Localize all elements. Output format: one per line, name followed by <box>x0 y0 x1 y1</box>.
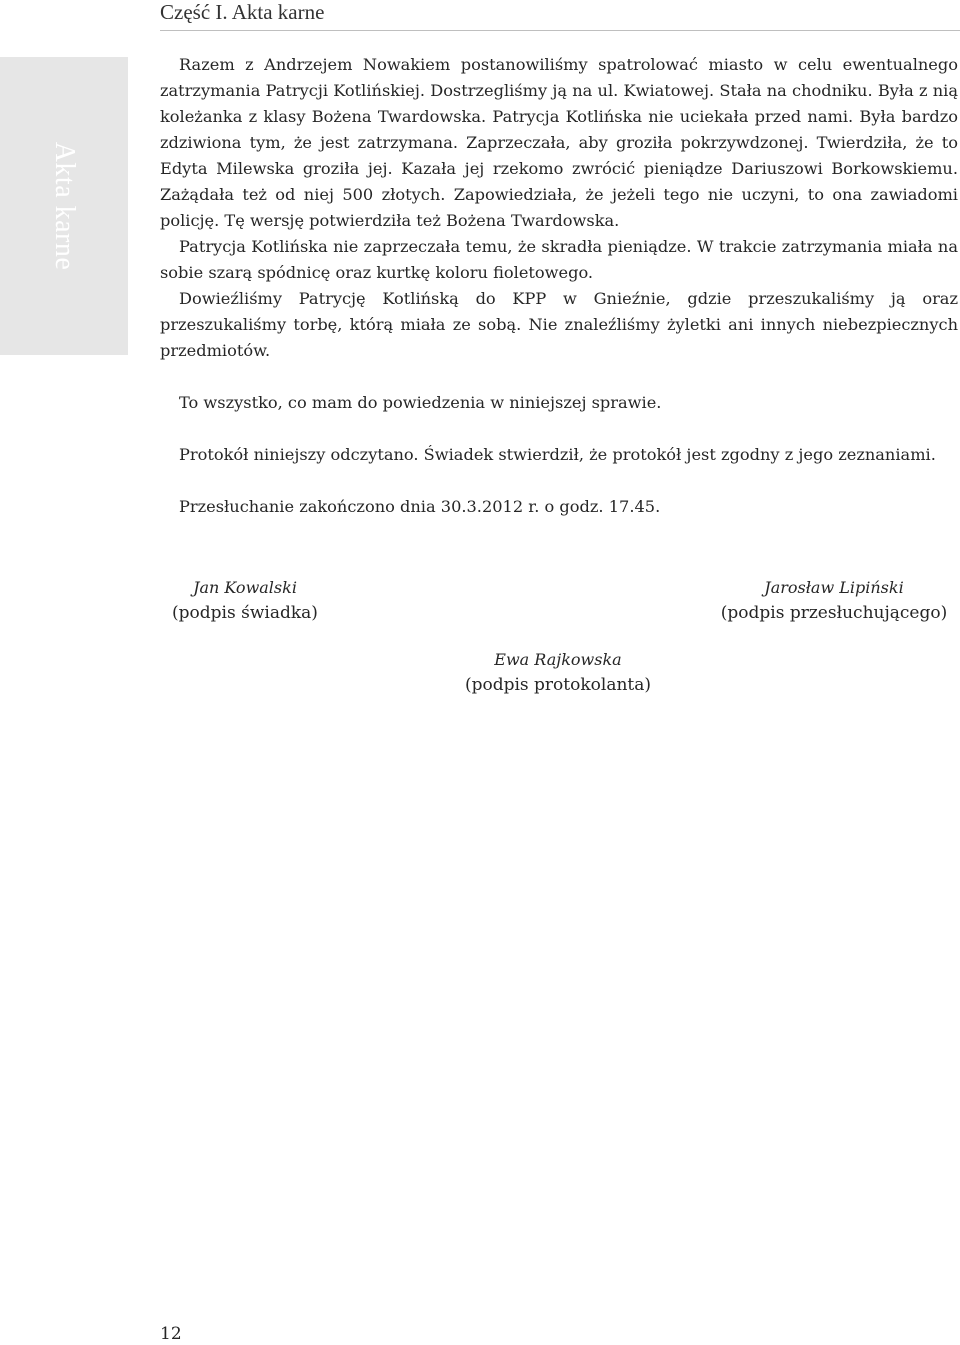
signature-name: Jarosław Lipiński <box>764 578 904 597</box>
signature-name: Jan Kowalski <box>193 578 297 597</box>
running-header: Część I. Akta karne <box>160 0 325 24</box>
paragraph-search: Dowieźliśmy Patrycję Kotlińską do KPP w Gnieźnie, gdzie przeszukaliśmy ją oraz przeszukaliśmy torbę, którą miała ze sobą. Nie znaleźliśmy żyletki ani innych niebezpiecznych przedmiotów. <box>160 289 958 360</box>
paragraph-theft: Patrycja Kotlińska nie zaprzeczała temu, że skradła pieniądze. W trakcie zatrzymania miała na sobie szarą spódnicę oraz kurtkę koloru fioletowego. <box>160 237 958 282</box>
signature-role: (podpis przesłuchującego) <box>720 603 948 623</box>
paragraph-protocol-read: Protokół niniejszy odczytano. Świadek stwierdził, że protokół jest zgodny z jego zeznaniami. <box>179 445 936 464</box>
signature-role: (podpis świadka) <box>172 603 318 623</box>
paragraph-end-time: Przesłuchanie zakończono dnia 30.3.2012 r. o godz. 17.45. <box>179 497 661 516</box>
signature-role: (podpis protokolanta) <box>464 675 652 695</box>
side-tab-label: Akta karne <box>49 141 80 271</box>
paragraph-patrol: Razem z Andrzejem Nowakiem postanowiliśmy spatrolować miasto w celu ewentualnego zatrzymania Patrycji Kotlińskiej. Dostrzegliśmy ją na ul. Kwiatowej. Stała na chodniku. Była z nią koleżanka z klasy Bożena Twardowska. Patrycja Kotlińska nie uciekała przed nami. Była bardzo zdziwiona tym, że jest zatrzymana. Zaprzeczała, aby groziła pokrzywdzonej. Twierdziła, że to Edyta Milewska groziła jej. Kazała jej rzekomo zwrócić pieniądze Dariuszowi Borkowskiemu. Zażądała też od niej 500 złotych. Zapowiedziała, że jeżeli tego nie uczyni, to ona zawiadomi policję. Tę wersję potwierdziła też Bożena Twardowska. <box>160 55 958 230</box>
side-section-tab <box>0 57 128 355</box>
signature-interrogator <box>708 576 960 626</box>
signature-witness <box>150 576 340 626</box>
document-body <box>160 52 958 520</box>
paragraph-closing-statement: To wszystko, co mam do powiedzenia w niniejszej sprawie. <box>179 393 662 412</box>
header-rule <box>160 30 960 31</box>
signature-recorder <box>440 648 676 698</box>
page-number: 12 <box>160 1324 182 1344</box>
signature-name: Ewa Rajkowska <box>494 650 622 669</box>
